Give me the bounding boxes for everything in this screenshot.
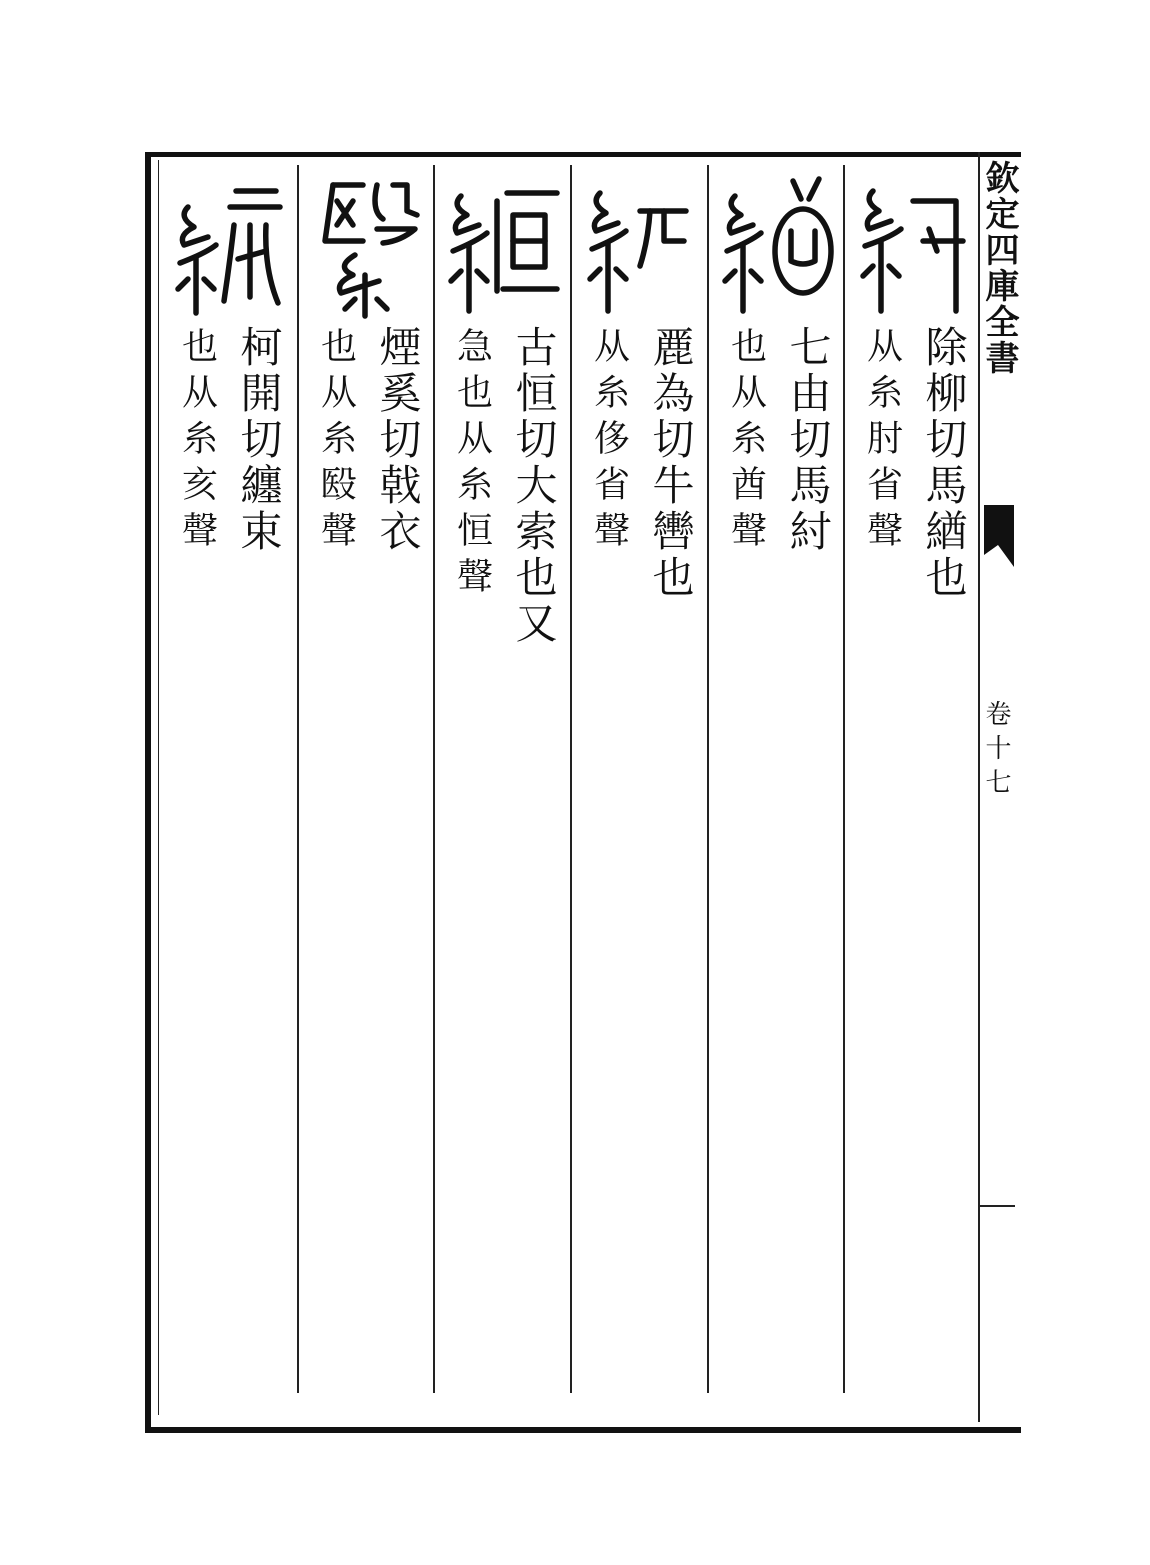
gloss-column: 柯開切纏束 (234, 325, 284, 555)
gloss-column: 急也从糸恒聲 (451, 327, 493, 603)
spine-cut-rule (978, 1205, 1015, 1207)
dictionary-entry (845, 165, 980, 1390)
frame-inner-rule (158, 160, 159, 1415)
gloss-column: 也从糸殹聲 (315, 327, 357, 557)
spine-volume: 卷十七 (981, 700, 1011, 802)
dictionary-entry (160, 165, 295, 1390)
seal-script-head-glyph (851, 171, 973, 321)
seal-script-head-glyph (441, 171, 563, 321)
gloss-column: 古恒切大索也又 (509, 325, 559, 647)
dictionary-entry (709, 165, 844, 1390)
gloss-column: 也从糸酋聲 (725, 327, 767, 557)
fishtail-mark-icon (982, 505, 1014, 567)
gloss-column: 从糸肘省聲 (861, 327, 903, 557)
gloss-column: 除柳切馬緧也 (919, 325, 969, 601)
seal-script-head-glyph (305, 171, 427, 321)
seal-script-head-glyph (715, 171, 837, 321)
gloss-column: 从糸侈省聲 (588, 327, 630, 557)
gloss-column: 煙奚切戟衣 (373, 325, 423, 555)
seal-script-head-glyph (166, 171, 288, 321)
gloss-column: 䴡為切牛轡也 (646, 325, 696, 601)
seal-script-head-glyph (578, 171, 700, 321)
dictionary-entry (299, 165, 434, 1390)
dictionary-entry (572, 165, 707, 1390)
spine-title: 欽定四庫全書 (979, 160, 1019, 376)
dictionary-entry (435, 165, 570, 1390)
gloss-column: 七由切馬紂 (783, 325, 833, 555)
gloss-column: 也从糸亥聲 (176, 327, 218, 557)
